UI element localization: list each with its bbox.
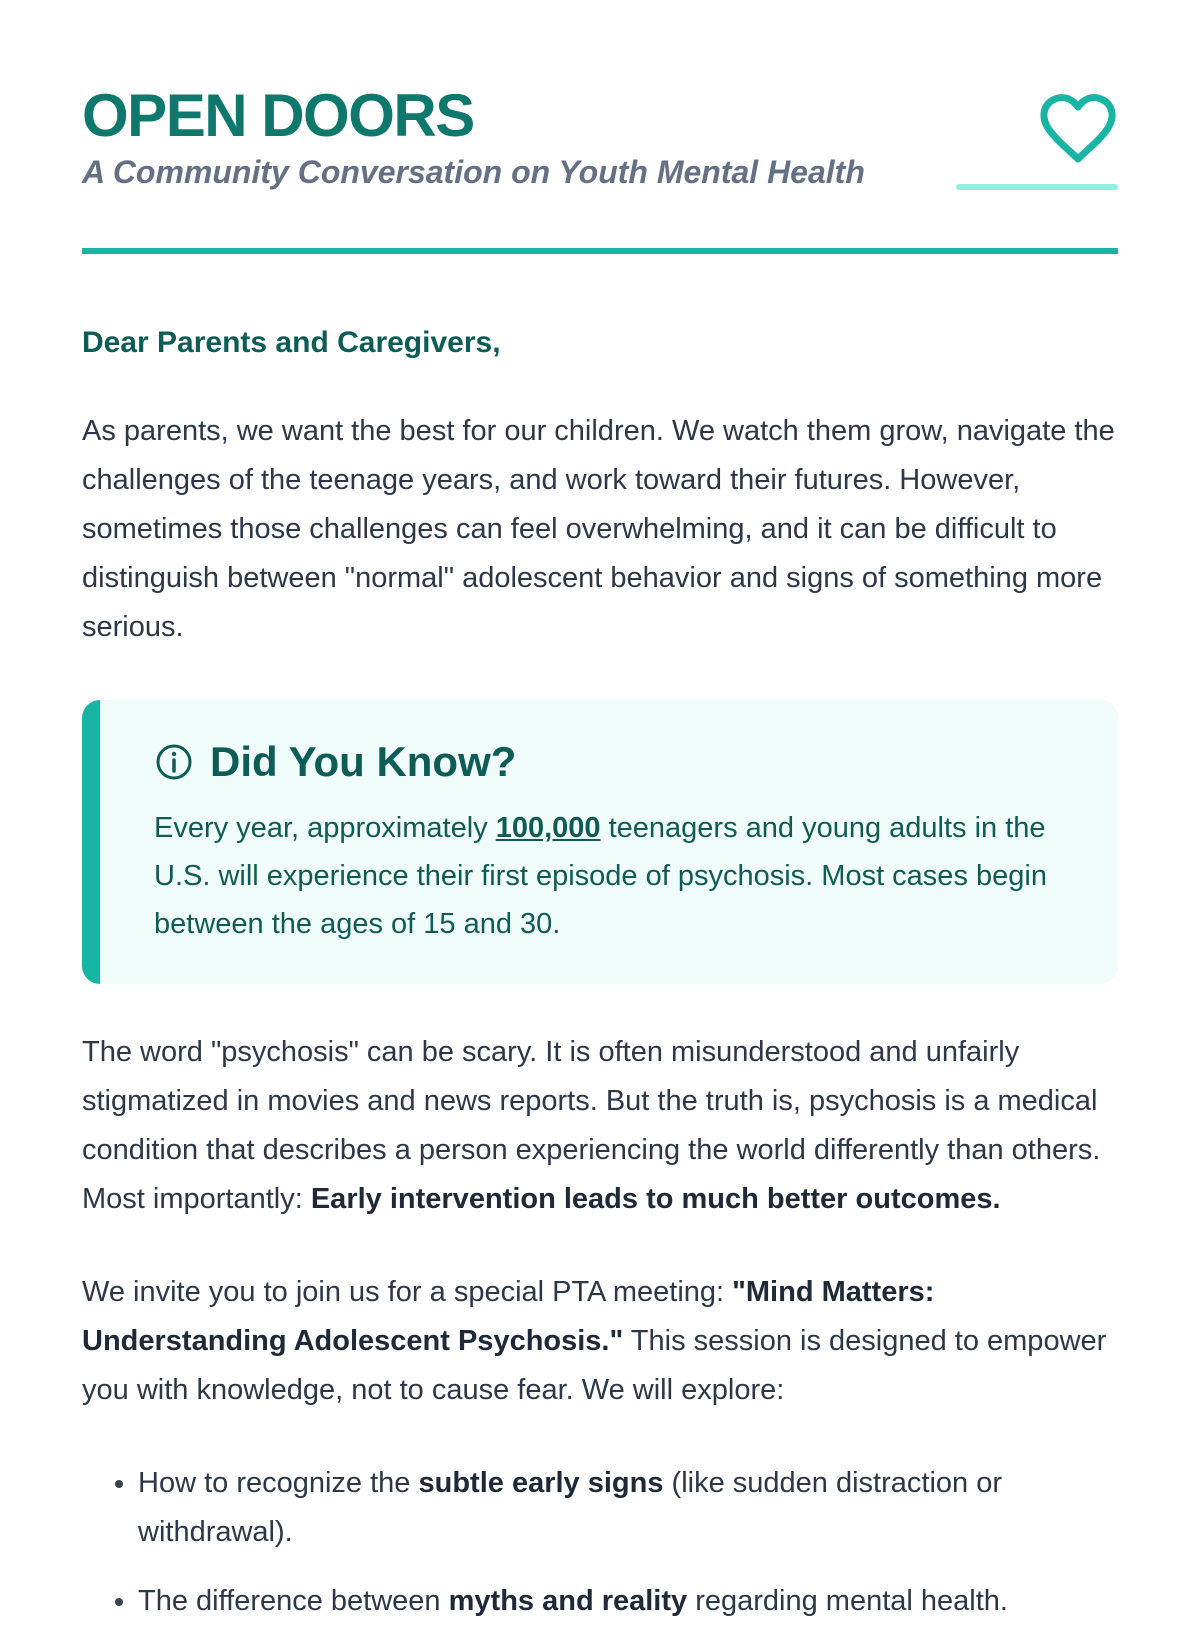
callout-text: [154, 804, 1066, 948]
list-item: [138, 1459, 1118, 1557]
info-icon: [154, 742, 194, 782]
outcomes-emphasis: Early intervention leads to much better outcomes.: [310, 1183, 1001, 1215]
heart-decoration: [956, 92, 1118, 190]
list-item-text: The difference between: [138, 1585, 449, 1617]
salutation: Dear Parents and Caregivers,: [82, 326, 501, 359]
list-item-text: regarding mental health.: [687, 1585, 1008, 1617]
heart-underline: [956, 184, 1118, 190]
psychosis-paragraph-text: The word "psychosis" can be scary. It is often misunderstood and unfairly stigmatized in movies and news reports. But the truth is, psychosis is a medical condition that describes a person experiencing the world differently than others. Most importantly:: [82, 1036, 1101, 1215]
callout-title: [154, 736, 1066, 788]
list-item-emphasis: myths and reality: [448, 1585, 688, 1617]
page-title: OPEN DOORS: [82, 82, 474, 149]
meeting-paragraph-rest: This session is designed to empower you with knowledge, not to cause fear. We will explore:: [82, 1325, 1107, 1406]
callout-highlight: 100,000: [495, 812, 601, 844]
list-item-text: How to recognize the: [138, 1467, 419, 1499]
callout-heading: Did You Know?: [210, 738, 517, 785]
list-item: [138, 1577, 1118, 1626]
heart-icon: [1038, 92, 1118, 164]
list-item-text: (like sudden distraction or withdrawal).: [138, 1467, 1002, 1548]
callout-text-before: Every year, approximately: [154, 812, 496, 844]
topics-list: [82, 1459, 1118, 1626]
psychosis-paragraph: [82, 1028, 1118, 1224]
intro-paragraph: As parents, we want the best for our children. We watch them grow, navigate the challenges of the teenage years, and work toward their futures. However, sometimes those challenges can feel overwhelming, and it can be difficult to distinguish between "normal" adolescent behavior and signs of something more serious.: [82, 415, 1115, 643]
list-item-emphasis: subtle early signs: [418, 1467, 664, 1499]
header: [82, 0, 1118, 255]
meeting-paragraph-intro: We invite you to join us for a special PTA meeting:: [82, 1276, 733, 1308]
page-subtitle: A Community Conversation on Youth Mental Health: [82, 154, 865, 190]
did-you-know-callout: [82, 700, 1118, 984]
callout-text-after: teenagers and young adults in the U.S. will experience their first episode of psychosis. Most cases begin between the ages of 15 and 30.: [154, 812, 1047, 940]
header-divider: [82, 248, 1118, 254]
meeting-title: "Mind Matters: Understanding Adolescent Psychosis.": [82, 1276, 935, 1357]
meeting-paragraph: [82, 1268, 1118, 1415]
